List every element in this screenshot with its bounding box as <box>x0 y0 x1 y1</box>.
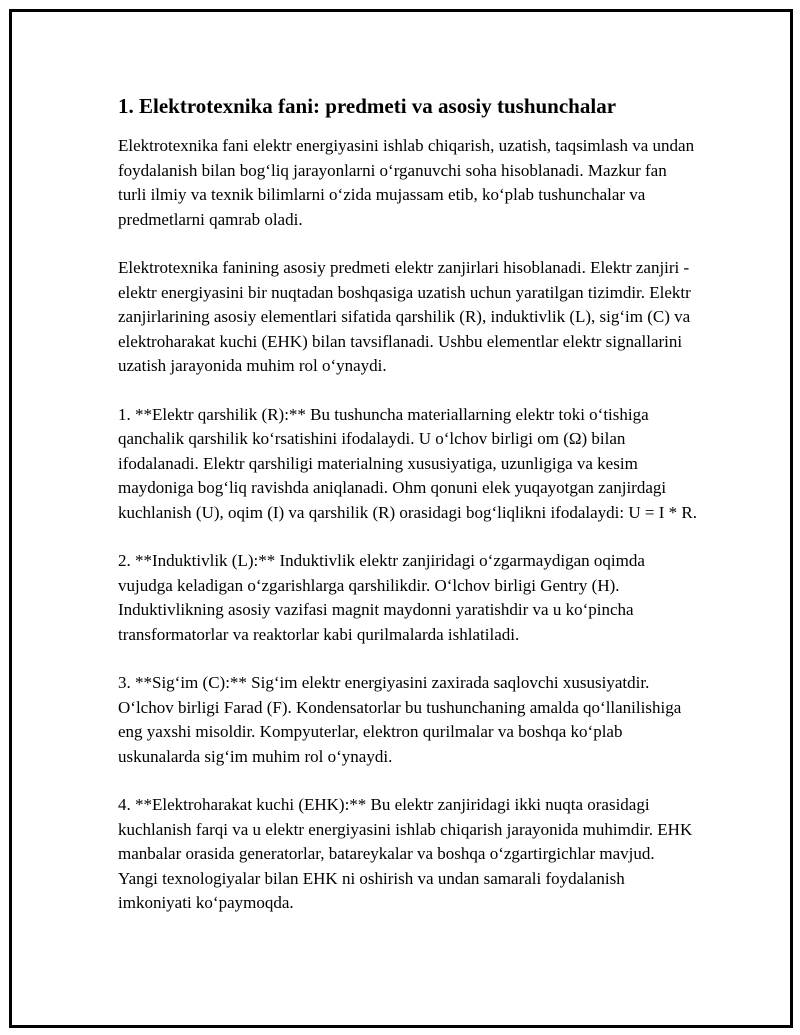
paragraph-subject: Elektrotexnika fanining asosiy predmeti elektr zanjirlari hisoblanadi. Elektr zanjiri - elektr energiyasini bir nuqtadan boshqasiga uzatish uchun yaratilgan tizimdir. Elektr zanjirlarining asosiy elementlari sifatida qarshilik (R), induktivlik (L), sigʻim (C) va elektroharakat kuchi (EHK) bilan tavsiflanadi. Ushbu elementlar elektr signallarini uzatish jarayonida muhim rol oʻynaydi. <box>118 258 691 375</box>
paragraph-resistance: 1. **Elektr qarshilik (R):** Bu tushuncha materiallarning elektr toki oʻtishiga qanchalik qarshilik koʻrsatishini ifodalaydi. U oʻlchov birligi om (Ω) bilan ifodalanadi. Elektr qarshiligi materialning xususiyatiga, uzunligiga va kesim maydoniga bogʻliq ravishda aniqlanadi. Ohm qonuni elek yuqayotgan zanjirdagi kuchlanish (U), oqim (I) va qarshilik (R) orasidagi bogʻliqlikni ifodalaydi: U = I * R. <box>118 404 697 522</box>
document-body <box>118 92 698 940</box>
paragraph-emf: 4. **Elektroharakat kuchi (EHK):** Bu elektr zanjiridagi ikki nuqta orasidagi kuchlanish farqi va u elektr energiyasini ishlab chiqarish jarayonida muhimdir. EHK manbalar orasida generatorlar, batareykalar va boshqa oʻzgartirgichlar mavjud. Yangi texnologiyalar bilan EHK ni oshirish va undan samarali foydalanish imkoniyati koʻpaymoqda. <box>118 795 693 912</box>
paragraph-intro: Elektrotexnika fani elektr energiyasini ishlab chiqarish, uzatish, taqsimlash va undan foydalanish bilan bogʻliq jarayonlarni oʻrganuvchi soha hisoblanadi. Mazkur fan turli ilmiy va texnik bilimlarni oʻzida mujassam etib, koʻplab tushunchalar va predmetlarni qamrab oladi. <box>118 136 695 229</box>
document-title: 1. Elektrotexnika fani: predmeti va asosiy tushunchalar <box>118 94 617 118</box>
paragraph-capacitance: 3. **Sigʻim (C):** Sigʻim elektr energiyasini zaxirada saqlovchi xususiyatdir. Oʻlchov birligi Farad (F). Kondensatorlar bu tushunchaning amalda qoʻllanilishiga eng yaxshi misoldir. Kompyuterlar, elektron qurilmalar va boshqa koʻplab uskunalarda sigʻim muhim rol oʻynaydi. <box>118 673 682 766</box>
paragraph-inductance: 2. **Induktivlik (L):** Induktivlik elektr zanjiridagi oʻzgarmaydigan oqimda vujudga keladigan oʻzgarishlarga qarshilikdir. Oʻlchov birligi Gentry (H). Induktivlikning asosiy vazifasi magnit maydonni yaratishdir va u koʻpincha transformatorlar va reaktorlar kabi qurilmalarda ishlatiladi. <box>118 551 645 644</box>
